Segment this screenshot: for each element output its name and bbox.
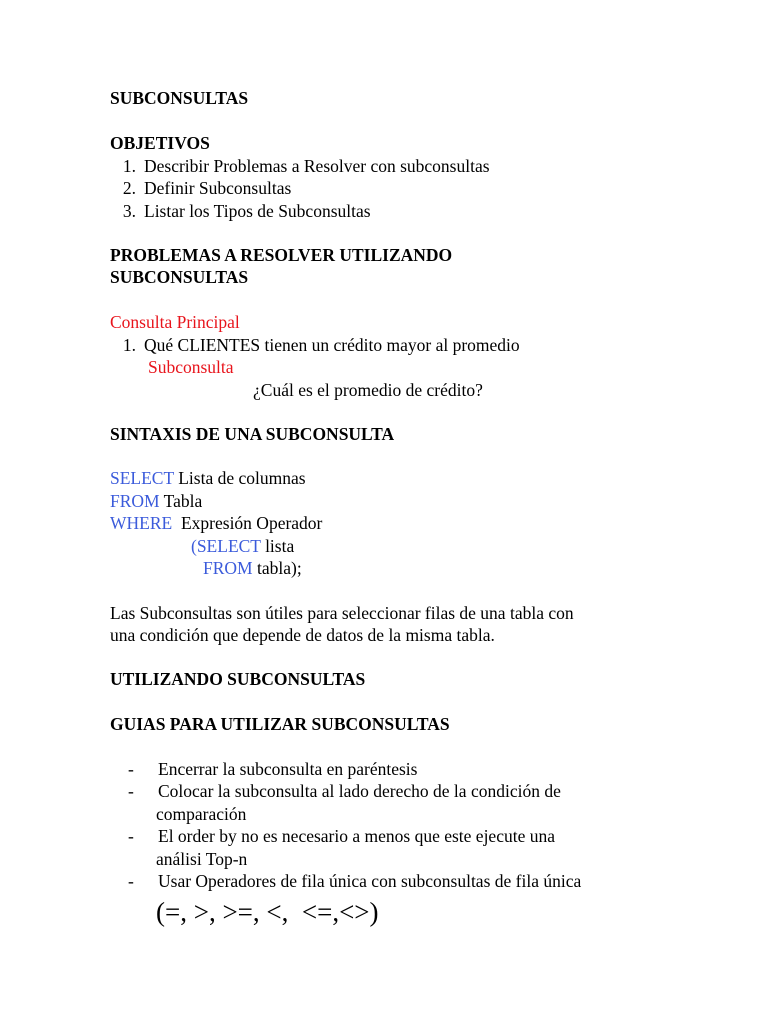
list-number: 1. [122, 335, 136, 355]
guide-item [128, 758, 417, 780]
main-query-label: Consulta Principal [110, 312, 240, 332]
guide-item [128, 825, 555, 847]
guide-item-text: Usar Operadores de fila única con subconsultas de fila única [158, 871, 582, 891]
syntax-line-select [110, 467, 306, 489]
objective-item [110, 177, 291, 199]
bullet-dash: - [128, 871, 134, 891]
list-number: 1. [122, 156, 136, 176]
guides-heading: GUIAS PARA UTILIZAR SUBCONSULTAS [110, 714, 450, 734]
sql-keyword: FROM [110, 491, 160, 511]
objectives-heading: OBJETIVOS [110, 133, 210, 153]
list-number: 2. [122, 178, 136, 198]
bullet-dash: - [128, 759, 134, 779]
sql-keyword: WHERE [110, 513, 173, 533]
objective-item [110, 200, 371, 222]
bullet-dash: - [128, 781, 134, 801]
comparison-operators: (=, >, >=, <, <=,<>) [156, 897, 379, 927]
sql-text: tabla); [252, 558, 302, 578]
problem-item [110, 334, 520, 356]
guide-item-continuation: análisi Top-n [156, 849, 248, 869]
syntax-line-where [110, 512, 322, 534]
using-heading: UTILIZANDO SUBCONSULTAS [110, 669, 366, 689]
subquery-label: Subconsulta [148, 357, 234, 377]
guide-item-text: Colocar la subconsulta al lado derecho de la condición de [158, 781, 561, 801]
syntax-line-subselect [191, 535, 294, 557]
syntax-heading: SINTAXIS DE UNA SUBCONSULTA [110, 424, 395, 444]
syntax-line-from [110, 490, 202, 512]
list-item-text: Listar los Tipos de Subconsultas [144, 201, 371, 221]
syntax-line-subfrom [203, 557, 302, 579]
problems-heading-line1: PROBLEMAS A RESOLVER UTILIZANDO [110, 245, 453, 265]
subquery-question: ¿Cuál es el promedio de crédito? [253, 380, 483, 400]
sql-text: lista [260, 536, 295, 556]
guide-item [128, 870, 581, 892]
sql-keyword: FROM [203, 558, 253, 578]
list-item-text: Definir Subconsultas [144, 178, 292, 198]
syntax-description-line2: una condición que depende de datos de la misma tabla. [110, 625, 495, 645]
guide-item-continuation: comparación [156, 804, 247, 824]
guide-item [128, 780, 561, 802]
problems-heading-line2: SUBCONSULTAS [110, 267, 249, 287]
document-title: SUBCONSULTAS [110, 88, 249, 108]
bullet-dash: - [128, 826, 134, 846]
sql-keyword: (SELECT [191, 536, 261, 556]
list-item-text: Describir Problemas a Resolver con subconsultas [144, 156, 490, 176]
guide-item-text: El order by no es necesario a menos que este ejecute una [158, 826, 555, 846]
objective-item [110, 155, 490, 177]
list-number: 3. [122, 201, 136, 221]
sql-keyword: SELECT [110, 468, 174, 488]
sql-text: Lista de columnas [173, 468, 306, 488]
sql-text: Tabla [159, 491, 203, 511]
sql-text: Expresión Operador [172, 513, 323, 533]
guide-item-text: Encerrar la subconsulta en paréntesis [158, 759, 418, 779]
syntax-description-line1: Las Subconsultas son útiles para seleccionar filas de una tabla con [110, 603, 574, 623]
list-item-text: Qué CLIENTES tienen un crédito mayor al promedio [144, 335, 520, 355]
